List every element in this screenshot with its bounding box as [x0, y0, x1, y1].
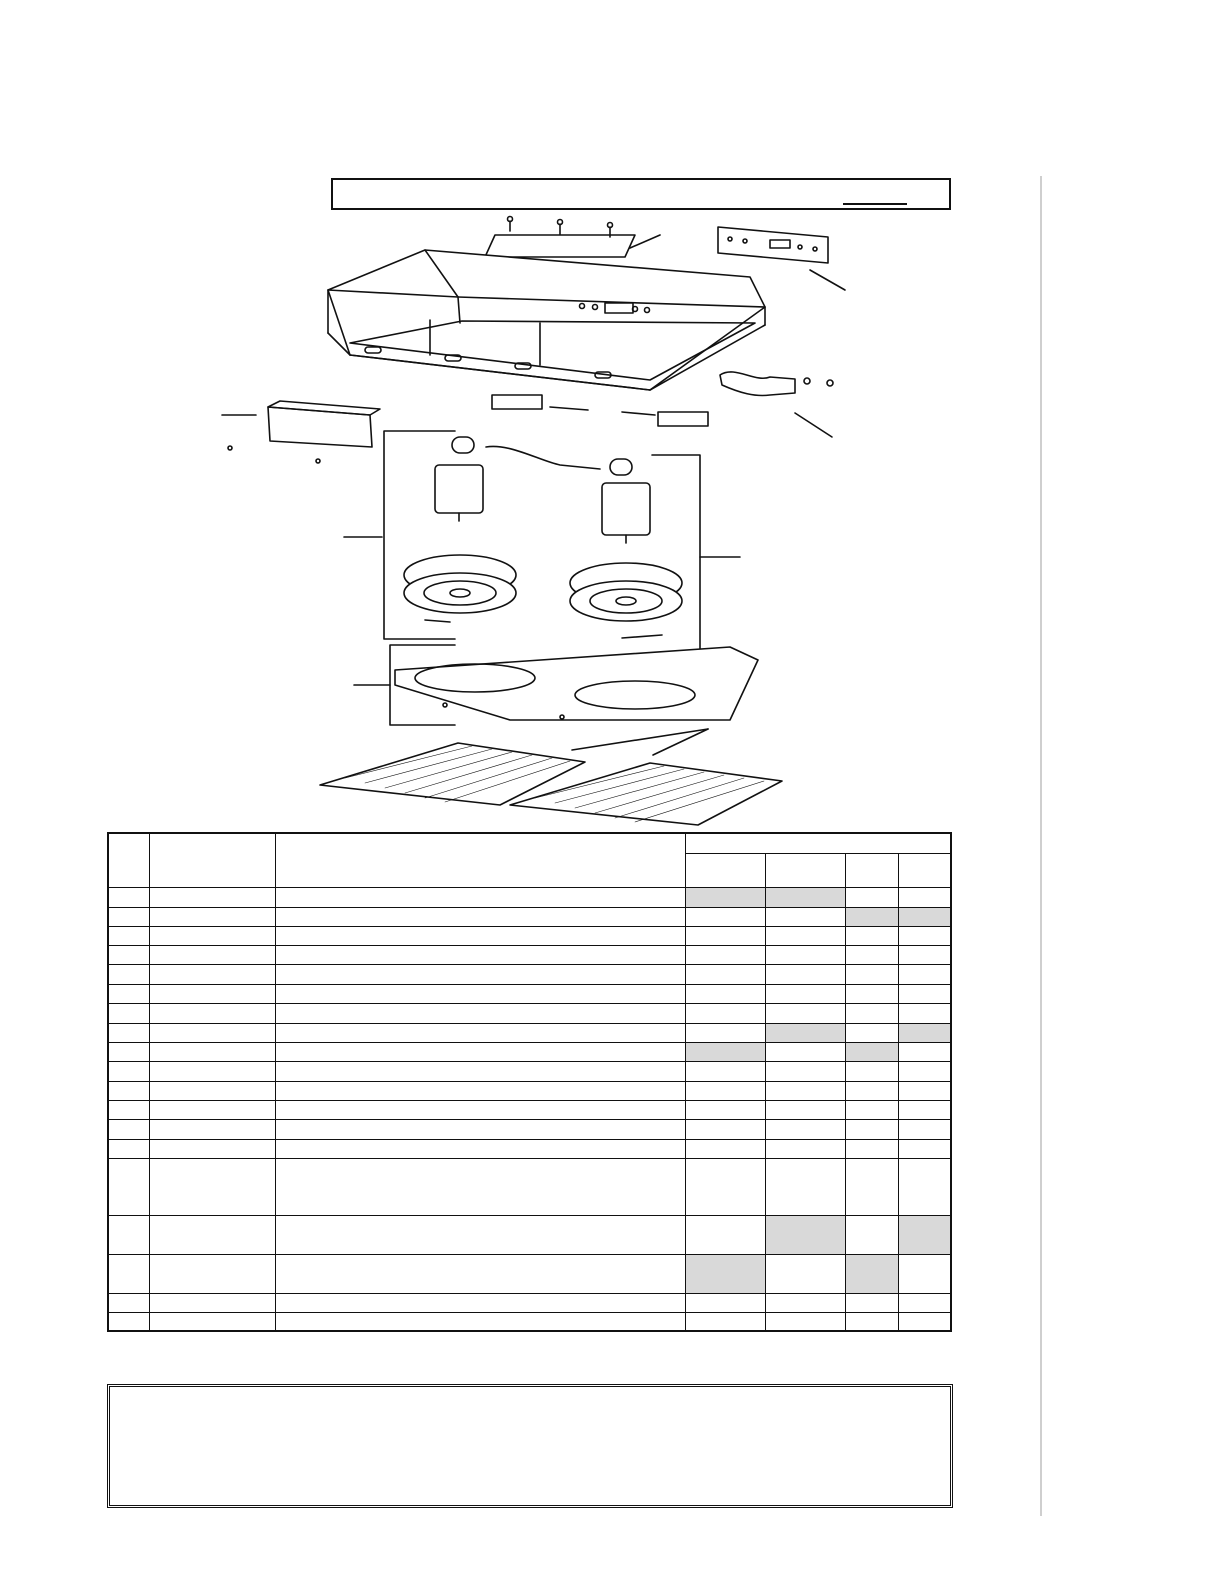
- model-availability-cell: [845, 1139, 898, 1158]
- ref-cell: [108, 1100, 149, 1119]
- junction-box: [222, 401, 380, 463]
- part-number-cell: [149, 964, 275, 984]
- part-number-cell: [149, 887, 275, 907]
- model-availability-cell: [765, 1254, 845, 1293]
- model-availability-cell: [898, 1293, 951, 1312]
- model-availability-cell: [685, 945, 765, 964]
- model-availability-cell: [685, 1100, 765, 1119]
- model-header: [765, 853, 845, 887]
- description-cell: [275, 1042, 685, 1061]
- model-availability-cell: [845, 984, 898, 1003]
- model-availability-cell: [765, 1042, 845, 1061]
- ref-cell: [108, 1254, 149, 1293]
- model-header: [685, 853, 765, 887]
- table-row: [108, 1293, 951, 1312]
- model-availability-cell: [898, 1254, 951, 1293]
- part-number-cell: [149, 926, 275, 945]
- model-availability-cell: [765, 907, 845, 926]
- notes-box: [107, 1384, 953, 1508]
- title-underline-mark: [843, 203, 907, 205]
- grease-filters: [320, 729, 782, 825]
- model-availability-cell: [685, 984, 765, 1003]
- description-cell: [275, 945, 685, 964]
- table-row: [108, 1081, 951, 1100]
- model-availability-cell: [765, 1081, 845, 1100]
- ref-cell: [108, 1023, 149, 1042]
- part-number-cell: [149, 907, 275, 926]
- model-availability-cell: [765, 1293, 845, 1312]
- model-availability-cell: [685, 1293, 765, 1312]
- model-availability-cell: [685, 1254, 765, 1293]
- description-cell: [275, 1061, 685, 1081]
- model-availability-cell: [845, 964, 898, 984]
- ref-cell: [108, 1293, 149, 1312]
- description-cell: [275, 1119, 685, 1139]
- description-cell: [275, 1081, 685, 1100]
- part-number-cell: [149, 1293, 275, 1312]
- model-availability-cell: [685, 926, 765, 945]
- table-row: [108, 1254, 951, 1293]
- blower-assembly-right-bracket: [602, 455, 740, 661]
- part-number-cell: [149, 1061, 275, 1081]
- model-availability-cell: [845, 1312, 898, 1331]
- model-availability-cell: [685, 1139, 765, 1158]
- model-availability-cell: [845, 1003, 898, 1023]
- ref-cell: [108, 1119, 149, 1139]
- description-header: [275, 833, 685, 887]
- model-availability-cell: [765, 1158, 845, 1215]
- model-availability-cell: [898, 1312, 951, 1331]
- table-row: [108, 984, 951, 1003]
- model-availability-cell: [845, 1061, 898, 1081]
- table-row: [108, 1042, 951, 1061]
- part-number-cell: [149, 1254, 275, 1293]
- table-row: [108, 1100, 951, 1119]
- title-bar: [331, 178, 951, 210]
- model-availability-cell: [765, 1023, 845, 1042]
- table-row: [108, 1023, 951, 1042]
- part-number-cell: [149, 1023, 275, 1042]
- model-availability-cell: [765, 984, 845, 1003]
- model-availability-cell: [685, 1042, 765, 1061]
- description-cell: [275, 1312, 685, 1331]
- model-availability-cell: [845, 1215, 898, 1254]
- ref-cell: [108, 1003, 149, 1023]
- description-cell: [275, 1100, 685, 1119]
- model-availability-cell: [765, 1312, 845, 1331]
- model-availability-cell: [685, 907, 765, 926]
- part-number-cell: [149, 1158, 275, 1215]
- model-availability-cell: [898, 1042, 951, 1061]
- blower-wheels: [404, 555, 682, 638]
- part-number-cell: [149, 1215, 275, 1254]
- model-availability-cell: [898, 1023, 951, 1042]
- model-availability-cell: [845, 907, 898, 926]
- description-cell: [275, 1215, 685, 1254]
- ref-cell: [108, 907, 149, 926]
- model-availability-cell: [685, 1003, 765, 1023]
- part-number-cell: [149, 945, 275, 964]
- wiring-harness: [720, 372, 833, 437]
- table-row: [108, 964, 951, 984]
- model-availability-cell: [685, 1119, 765, 1139]
- model-availability-cell: [685, 1215, 765, 1254]
- model-availability-cell: [765, 964, 845, 984]
- model-availability-cell: [845, 887, 898, 907]
- model-availability-cell: [685, 1081, 765, 1100]
- table-row: [108, 1312, 951, 1331]
- model-availability-cell: [898, 945, 951, 964]
- ref-cell: [108, 1215, 149, 1254]
- table-row: [108, 1139, 951, 1158]
- part-number-cell: [149, 1139, 275, 1158]
- model-availability-cell: [765, 926, 845, 945]
- part-number-cell: [149, 1042, 275, 1061]
- model-availability-cell: [765, 1061, 845, 1081]
- ref-cell: [108, 984, 149, 1003]
- model-availability-cell: [898, 1061, 951, 1081]
- part-number-cell: [149, 1081, 275, 1100]
- table-row: [108, 887, 951, 907]
- description-cell: [275, 1293, 685, 1312]
- part-number-cell: [149, 1119, 275, 1139]
- model-availability-cell: [845, 1254, 898, 1293]
- exploded-parts-diagram: [210, 215, 1010, 835]
- description-cell: [275, 1139, 685, 1158]
- model-availability-cell: [898, 907, 951, 926]
- model-availability-cell: [685, 1158, 765, 1215]
- description-cell: [275, 907, 685, 926]
- model-availability-cell: [765, 887, 845, 907]
- model-availability-cell: [845, 1158, 898, 1215]
- range-hood-body: [328, 250, 765, 390]
- parts-list-table: [107, 832, 952, 1332]
- model-availability-cell: [845, 1119, 898, 1139]
- table-row: [108, 945, 951, 964]
- model-header: [898, 853, 951, 887]
- model-availability-cell: [845, 1023, 898, 1042]
- model-availability-cell: [898, 1119, 951, 1139]
- model-availability-cell: [845, 1100, 898, 1119]
- model-availability-cell: [765, 1119, 845, 1139]
- part-number-cell: [149, 1100, 275, 1119]
- ref-cell: [108, 945, 149, 964]
- model-availability-cell: [898, 964, 951, 984]
- models-group-header: [685, 833, 951, 853]
- model-availability-cell: [898, 887, 951, 907]
- part-number-cell: [149, 1312, 275, 1331]
- model-availability-cell: [898, 1139, 951, 1158]
- ref-header: [108, 833, 149, 887]
- model-availability-cell: [685, 887, 765, 907]
- table-row: [108, 1158, 951, 1215]
- ref-cell: [108, 926, 149, 945]
- description-cell: [275, 1158, 685, 1215]
- model-availability-cell: [898, 1081, 951, 1100]
- table-row: [108, 1119, 951, 1139]
- table-row: [108, 1003, 951, 1023]
- part-number-cell: [149, 1003, 275, 1023]
- model-availability-cell: [685, 1061, 765, 1081]
- model-availability-cell: [898, 926, 951, 945]
- ref-cell: [108, 1061, 149, 1081]
- ref-cell: [108, 1042, 149, 1061]
- model-availability-cell: [898, 1003, 951, 1023]
- model-availability-cell: [898, 984, 951, 1003]
- model-availability-cell: [898, 1215, 951, 1254]
- ref-cell: [108, 1139, 149, 1158]
- blower-housing-plate: [354, 645, 758, 725]
- top-cover-plate: [485, 217, 660, 258]
- model-availability-cell: [685, 1023, 765, 1042]
- model-availability-cell: [898, 1158, 951, 1215]
- model-availability-cell: [765, 1003, 845, 1023]
- model-availability-cell: [845, 1293, 898, 1312]
- ref-cell: [108, 887, 149, 907]
- table-row: [108, 926, 951, 945]
- model-availability-cell: [765, 945, 845, 964]
- light-sockets: [492, 395, 708, 426]
- model-availability-cell: [765, 1139, 845, 1158]
- page-vertical-rule: [1040, 176, 1042, 1516]
- ref-cell: [108, 1312, 149, 1331]
- ref-cell: [108, 1081, 149, 1100]
- model-header: [845, 853, 898, 887]
- parts-table-body: [108, 887, 951, 1331]
- model-availability-cell: [845, 945, 898, 964]
- model-availability-cell: [845, 926, 898, 945]
- part-number-cell: [149, 984, 275, 1003]
- table-row: [108, 1061, 951, 1081]
- description-cell: [275, 1003, 685, 1023]
- description-cell: [275, 984, 685, 1003]
- description-cell: [275, 1254, 685, 1293]
- model-availability-cell: [685, 964, 765, 984]
- model-availability-cell: [685, 1312, 765, 1331]
- part-number-header: [149, 833, 275, 887]
- description-cell: [275, 926, 685, 945]
- table-row: [108, 907, 951, 926]
- model-availability-cell: [845, 1042, 898, 1061]
- description-cell: [275, 964, 685, 984]
- table-row: [108, 1215, 951, 1254]
- model-availability-cell: [765, 1215, 845, 1254]
- model-availability-cell: [765, 1100, 845, 1119]
- description-cell: [275, 887, 685, 907]
- ref-cell: [108, 1158, 149, 1215]
- model-availability-cell: [898, 1100, 951, 1119]
- ref-cell: [108, 964, 149, 984]
- description-cell: [275, 1023, 685, 1042]
- model-availability-cell: [845, 1081, 898, 1100]
